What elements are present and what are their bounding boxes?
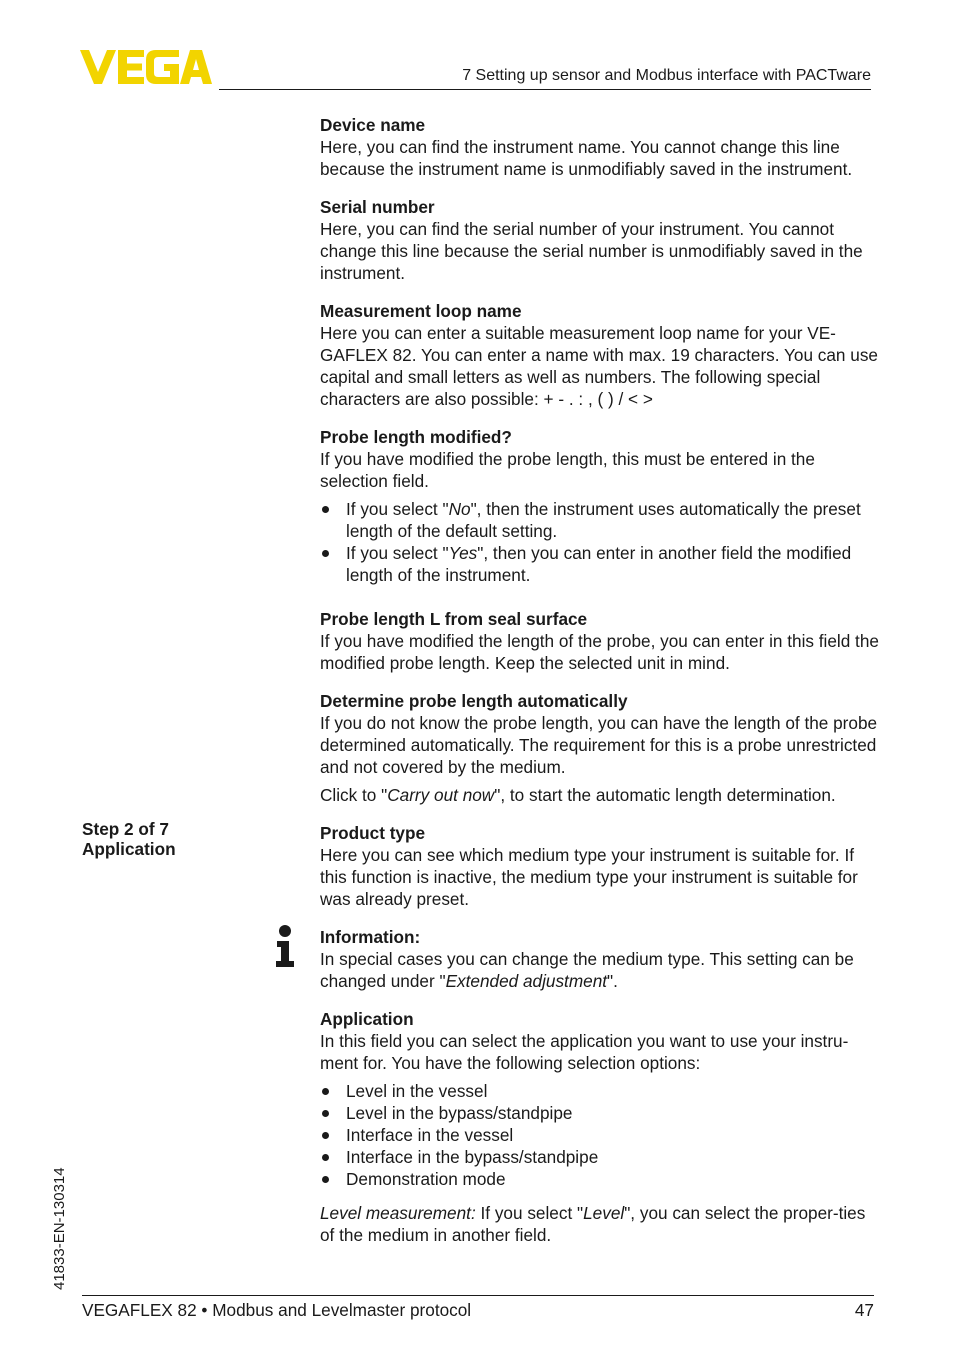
carry-out-instruction: Click to "Carry out now", to start the automatic length determination. [320,785,836,805]
section-title: Device name [320,115,426,135]
section-title: Information: [320,927,421,947]
step-label [82,819,176,859]
section-determine-probe-length [320,690,880,806]
section-title: Measurement loop name [320,301,522,321]
section-body: Here you can see which medium type your instrument is suitable for. If this function is inactive, the medium type your instrument is suitable for was already preset. [320,845,858,909]
list-item: Interface in the vessel [320,1124,880,1146]
application-options-list [320,1080,880,1190]
section-serial-number [320,196,880,284]
list-item: Level in the bypass/standpipe [320,1102,880,1124]
section-title: Probe length modified? [320,427,512,447]
page-number: 47 [854,1300,874,1320]
section-probe-length-modified [320,426,880,586]
section-body: If you have modified the probe length, this must be entered in the selection field. [320,449,815,491]
section-product-type [320,822,880,910]
list-item: Interface in the bypass/standpipe [320,1146,880,1168]
list-item: If you select "No", then the instrument uses automatically the preset length of the default setting. [320,498,880,542]
footer-title: VEGAFLEX 82 • Modbus and Levelmaster protocol [82,1300,472,1320]
section-measurement-loop-name [320,300,880,410]
level-measurement-note: Level measurement: If you select "Level", you can select the proper-ties of the medium in another field. [320,1203,866,1245]
section-body: If you have modified the length of the probe, you can enter in this field the modified probe length. Keep the selected unit in mind. [320,631,879,673]
section-title: Serial number [320,197,435,217]
main-content [320,114,880,1262]
section-body: In special cases you can change the medium type. This setting can be changed under "Extended adjustment". [320,949,854,991]
section-body: If you do not know the probe length, you can have the length of the probe determined automatically. The requirement for this is a probe unrestricted and not covered by the medium. [320,713,878,777]
section-application [320,1008,880,1246]
section-device-name [320,114,880,180]
section-body: Here, you can find the instrument name. You cannot change this line because the instrument name is unmodifiably saved in the instrument. [320,137,853,179]
section-body: In this field you can select the application you want to use your instru-ment for. You have the following selection options: [320,1031,849,1073]
list-item: If you select "Yes", then you can enter in another field the modified length of the instrument. [320,542,880,586]
list-item: Level in the vessel [320,1080,880,1102]
page-footer [82,1295,874,1321]
vega-logo [80,50,212,84]
section-body: Here, you can find the serial number of your instrument. You cannot change this line because the serial number is unmodifiably saved in the instrument. [320,219,863,283]
section-title: Application [320,1009,414,1029]
list-item: Demonstration mode [320,1168,880,1190]
step-section: Application [82,839,176,859]
document-code: 41833-EN-130314 [51,1167,68,1290]
running-head: 7 Setting up sensor and Modbus interface with PACTware [219,67,871,90]
section-title: Probe length L from seal surface [320,609,588,629]
section-body: Here you can enter a suitable measurement loop name for your VE-GAFLEX 82. You can enter a name with max. 19 characters. You can use capital and small letters as well as numbers. The following special characters are also possible: + - . : , ( ) / < > [320,323,878,409]
step-number: Step 2 of 7 [82,819,169,839]
section-title: Product type [320,823,426,843]
section-probe-length-l [320,608,880,674]
information-icon [274,925,296,967]
section-title: Determine probe length automatically [320,691,628,711]
section-information [320,926,880,992]
bullet-list [320,498,880,586]
